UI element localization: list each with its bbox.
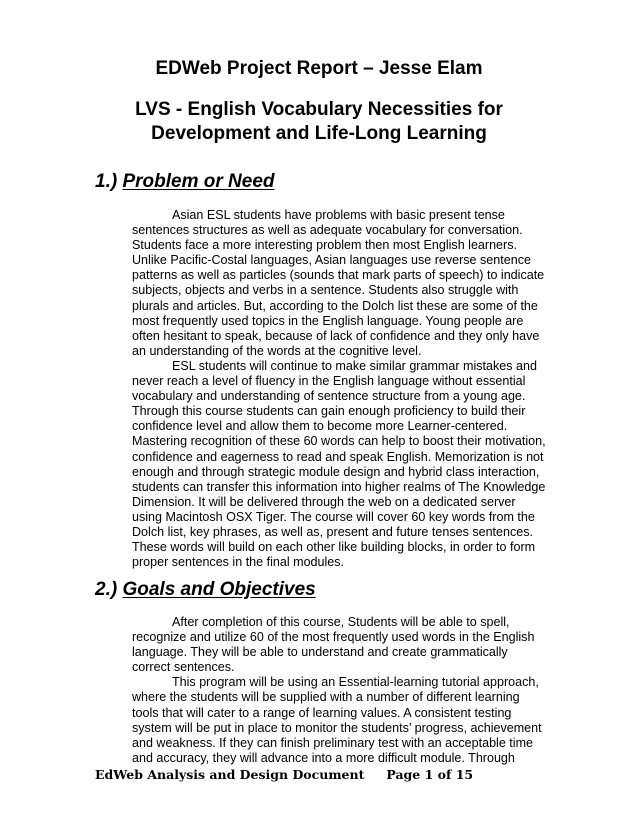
paragraph-line: where the students will be supplied with a number of different learning — [132, 690, 520, 705]
paragraph-line: tools that will cater to a range of learning values. A consistent testing — [132, 705, 512, 720]
report-title: EDWeb Project Report – Jesse Elam — [155, 58, 483, 79]
footer-document-title: EdWeb Analysis and Design Document — [95, 767, 365, 782]
footer-page-number: Page 1 of 15 — [386, 767, 474, 782]
paragraph-line: confidence level and allow them to become more Learner-centered. — [132, 419, 508, 434]
paragraph-line: Dolch list, key phrases, as well as, present and future tenses sentences. — [132, 524, 534, 539]
paragraph-line: After completion of this course, Students will be able to spell, — [172, 615, 510, 629]
section-title: Goals and Objectives — [122, 579, 316, 600]
section-number: 2.) — [95, 579, 118, 600]
paragraph-line: subjects, objects and verbs in a sentence. Students also struggle with — [132, 283, 519, 298]
paragraph-line: This program will be using an Essential-learning tutorial approach, — [172, 675, 539, 690]
section-title: Problem or Need — [122, 171, 275, 192]
project-title-line-2: Development and Life-Long Learning — [151, 123, 487, 144]
paragraph-line: Unlike Pacific-Costal languages, Asian languages use reverse sentence — [132, 253, 531, 268]
paragraph-line: recognize and utilize 60 of the most frequently used words in the English — [132, 630, 535, 645]
project-title-line-1: LVS - English Vocabulary Necessities for — [135, 99, 503, 120]
section-number: 1.) — [95, 171, 118, 192]
paragraph-line: sentences structures as well as adequate vocabulary for conversation. — [132, 223, 523, 238]
paragraph-line: most frequently used topics in the English language. Young people are — [132, 313, 524, 328]
paragraph-line: ESL students will continue to make similar grammar mistakes and — [172, 358, 537, 373]
paragraph-line: Through this course students can gain enough proficiency to build their — [132, 404, 526, 419]
paragraph-line: enough and through strategic module design and hybrid class interaction, — [132, 464, 540, 479]
paragraph-line: Asian ESL students have problems with basic present tense — [172, 208, 505, 222]
paragraph-line: plurals and articles. But, according to the Dolch list these are some of the — [132, 298, 538, 313]
paragraph-line: Mastering recognition of these 60 words can help to boost their motivation, — [132, 434, 546, 449]
paragraph-line: confidence and eagerness to read and speak English. Memorization is not — [132, 449, 544, 464]
page-footer — [95, 767, 473, 783]
paragraph-line: proper sentences in the final modules. — [132, 555, 345, 570]
section-body-problem — [132, 208, 552, 570]
paragraph-line: never reach a level of fluency in the English language without essential — [132, 374, 526, 389]
paragraph-line: using Macintosh OSX Tiger. The course will cover 60 key words from the — [132, 509, 535, 524]
paragraph-line: often hesitant to speak, because of lack of confidence and they only have — [132, 328, 540, 343]
paragraph-line: and weakness. If they can finish preliminary test with an acceptable time — [132, 735, 534, 750]
paragraph-line: patterns as well as particles (sounds that mark parts of speech) to indicate — [132, 268, 545, 283]
paragraph-line: students can transfer this information into higher realms of The Knowledge — [132, 479, 546, 494]
paragraph-line: These words will build on each other like building blocks, in order to form — [132, 540, 536, 555]
section-heading-problem — [95, 170, 275, 194]
paragraph-line: system will be put in place to monitor the students’ progress, achievement — [132, 720, 542, 735]
paragraph-line: correct sentences. — [132, 660, 235, 675]
paragraph-line: Students face a more interesting problem then most English learners. — [132, 238, 517, 253]
paragraph-line: vocabulary and understanding of sentence structure from a young age. — [132, 389, 526, 404]
section-heading-goals — [95, 578, 316, 602]
paragraph-line: language. They will be able to understand and create grammatically — [132, 645, 508, 660]
section-body-goals — [132, 615, 552, 766]
paragraph-line: Dimension. It will be delivered through the web on a dedicated server — [132, 494, 516, 509]
paragraph-line: and accuracy, they will advance into a more difficult module. Through — [132, 750, 515, 765]
paragraph-line: an understanding of the words at the cognitive level. — [132, 343, 422, 358]
